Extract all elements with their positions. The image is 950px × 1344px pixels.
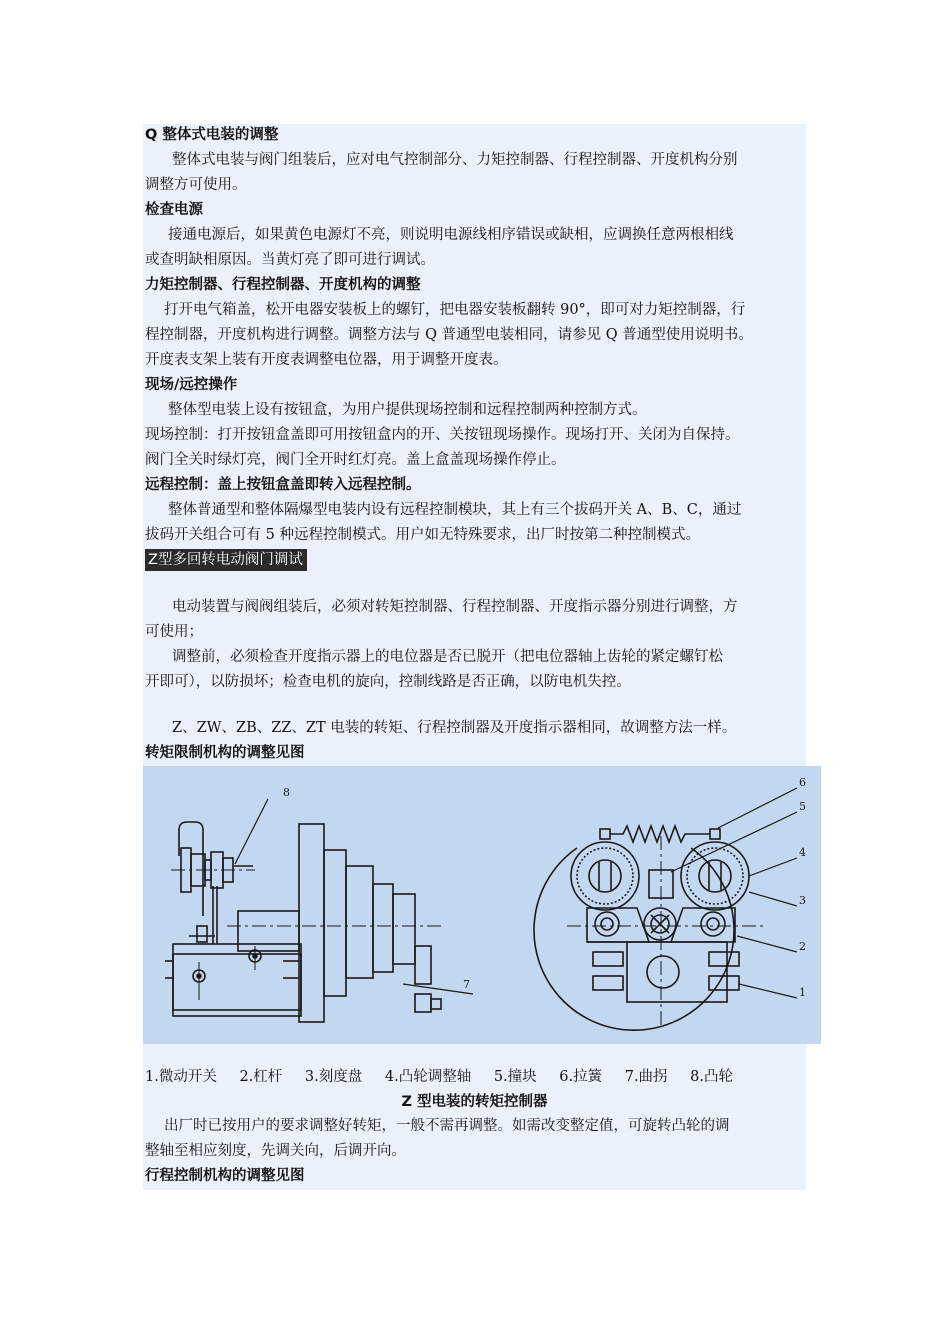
z-section-title: [145, 549, 307, 571]
adjust-line-2: 程控制器，开度机构进行调整。调整方法与 Q 普通型电装相同，请参见 Q 普通型使用说明书。: [145, 327, 753, 343]
z-title-letter: Z: [148, 552, 158, 568]
side-view: [165, 799, 473, 1022]
local-control-line-1: 现场控制：打开按钮盒盖即可用按钮盒内的开、关按钮现场操作。现场打开、关闭为自保持。: [145, 427, 740, 443]
torque-controller-drawing: [143, 766, 821, 1044]
torque-line-1: 出厂时已按用户的要求调整好转矩，一般不需再调整。如需改变整定值，可旋转凸轮的调: [164, 1118, 730, 1134]
z-line-4: 开即可），以防损坏；检查电机的旋向，控制线路是否正确，以防电机失控。: [145, 674, 631, 690]
adjust-section-title: 力矩控制器、行程控制器、开度机构的调整: [145, 277, 421, 293]
adjust-line-3: 开度表支架上装有开度表调整电位器，用于调整开度表。: [145, 352, 508, 368]
legend-item: 5.撞块: [493, 1069, 537, 1085]
power-section-title: 检查电源: [145, 202, 203, 218]
power-line-2: 或查明缺相原因。当黄灯亮了即可进行调试。: [145, 252, 435, 268]
figure-legend: [145, 1066, 751, 1088]
q-section-title: Q 整体式电装的调整: [145, 127, 279, 143]
legend-item: 8.凸轮: [690, 1069, 734, 1085]
remote-control-title: 远程控制：盖上按钮盒盖即转入远程控制。: [145, 477, 421, 493]
callout-3: 3: [799, 894, 806, 907]
remote-control-line-1: 整体普通型和整体隔爆型电装内设有远程控制模块，其上有三个拔码开关 A、B、C，通过: [168, 502, 742, 518]
z-title-text: 型多回转电动阀门调试: [157, 552, 303, 568]
callout-4: 4: [799, 846, 806, 859]
callout-8: 8: [283, 786, 290, 799]
front-view: [534, 788, 797, 1030]
callout-7: 7: [463, 978, 470, 991]
torque-controller-figure: [143, 766, 821, 1044]
legend-item: 1.微动开关: [145, 1069, 217, 1085]
q-intro-line-2: 调整方可使用。: [145, 177, 247, 193]
figure-caption: Z 型电装的转矩控制器: [401, 1094, 548, 1110]
callout-6: 6: [799, 776, 806, 789]
travel-section-title: 行程控制机构的调整见图: [145, 1168, 305, 1184]
legend-item: 4.凸轮调整轴: [384, 1069, 472, 1085]
legend-item: 7.曲拐: [624, 1069, 668, 1085]
torque-section-title: 转矩限制机构的调整见图: [145, 745, 305, 761]
local-control-line-2: 阀门全关时绿灯亮，阀门全开时红灯亮。盖上盒盖现场操作停止。: [145, 452, 566, 468]
torque-line-2: 整轴至相应刻度，先调关向，后调开向。: [145, 1143, 406, 1159]
z-line-5: Z、ZW、ZB、ZZ、ZT 电装的转矩、行程控制器及开度指示器相同，故调整方法一样。: [172, 720, 737, 736]
z-line-3: 调整前，必须检查开度指示器上的电位器是否已脱开（把电位器轴上齿轮的紧定螺钉松: [172, 649, 723, 665]
legend-item: 6.拉簧: [559, 1069, 603, 1085]
legend-item: 2.杠杆: [239, 1069, 283, 1085]
callout-2: 2: [799, 940, 806, 953]
adjust-line-1: 打开电气箱盖，松开电器安装板上的螺钉，把电器安装板翻转 90°，即可对力矩控制器，行: [164, 302, 746, 318]
remote-control-line-2: 拔码开关组合可有 5 种远程控制模式。用户如无特殊要求，出厂时按第二种控制模式。: [145, 527, 700, 543]
q-intro-line-1: 整体式电装与阀门组装后，应对电气控制部分、力矩控制器、行程控制器、开度机构分别: [172, 152, 738, 168]
z-line-2: 可使用；: [145, 624, 203, 640]
legend-item: 3.刻度盘: [304, 1069, 363, 1085]
remote-line-1: 整体型电装上设有按钮盒，为用户提供现场控制和远程控制两种控制方式。: [168, 402, 647, 418]
remote-section-title: 现场/远控操作: [145, 377, 238, 393]
z-line-1: 电动装置与阀阀组装后，必须对转矩控制器、行程控制器、开度指示器分别进行调整，方: [172, 599, 738, 615]
callout-5: 5: [799, 800, 806, 813]
callout-1: 1: [799, 986, 806, 999]
power-line-1: 接通电源后，如果黄色电源灯不亮，则说明电源线相序错误或缺相，应调换任意两根相线: [168, 227, 734, 243]
